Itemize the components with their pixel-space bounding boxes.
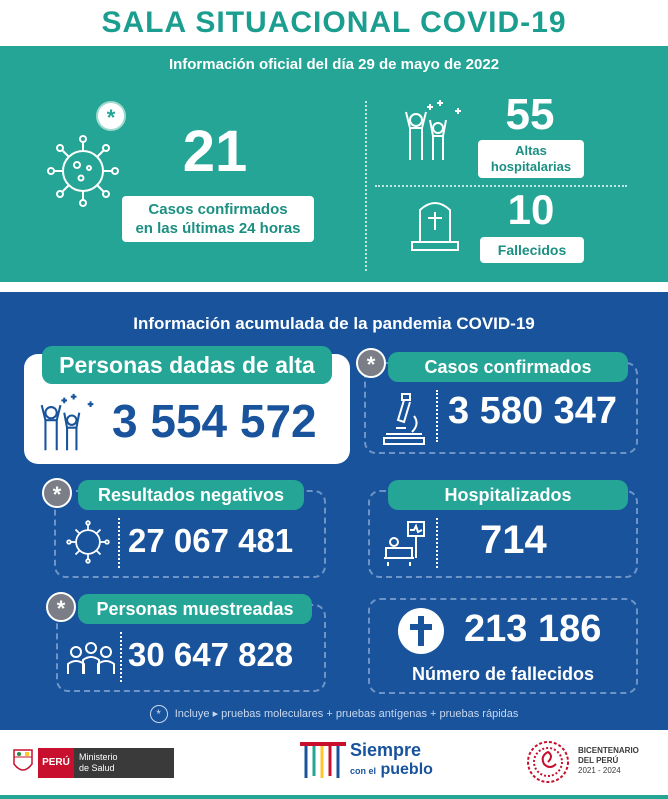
daily-heading: Información oficial del día 29 de mayo de 2022 xyxy=(168,56,500,73)
accumulated-heading: Información acumulada de la pandemia COVID-19 xyxy=(133,314,535,333)
bicentenario-line2: DEL PERÚ xyxy=(578,756,619,765)
asterisk-icon: * xyxy=(150,705,168,723)
bicentenario-logo-icon xyxy=(524,738,572,786)
discharged-card xyxy=(24,354,350,464)
hospitalized-label: Hospitalizados xyxy=(388,480,628,510)
peru-shield-icon xyxy=(12,748,34,776)
tombstone-icon xyxy=(408,196,462,254)
deaths-label: Fallecidos xyxy=(480,237,584,263)
slogan-logo-icon xyxy=(300,740,346,782)
new-cases-label xyxy=(122,196,314,242)
confirmed-label: Casos confirmados xyxy=(388,352,628,382)
virus-icon xyxy=(46,134,120,208)
daily-panel xyxy=(0,46,668,282)
sampled-value: 30 647 828 xyxy=(128,636,294,673)
microscope-icon xyxy=(380,390,428,446)
hospitalized-card xyxy=(368,485,638,578)
cross-icon xyxy=(398,608,444,654)
people-celebrating-icon xyxy=(36,392,100,454)
discharges-value: 55 xyxy=(505,90,555,139)
card-separator xyxy=(436,390,438,442)
negative-value: 27 067 481 xyxy=(128,522,294,559)
vertical-divider xyxy=(365,101,367,271)
footer-bar xyxy=(0,795,668,799)
bicentenario-line3: 2021 - 2024 xyxy=(578,766,621,775)
bicentenario-line1: BICENTENARIO xyxy=(578,746,639,755)
page-title: SALA SITUACIONAL COVID-19 xyxy=(101,6,567,39)
discharges-label-line1: Altas xyxy=(515,143,547,158)
card-separator xyxy=(436,518,438,568)
discharges-label xyxy=(478,140,584,178)
discharged-label: Personas dadas de alta xyxy=(42,346,332,384)
slogan-small: con el xyxy=(350,766,377,776)
slogan-line2: pueblo xyxy=(380,761,433,778)
ministry-line1: Ministerio xyxy=(79,752,118,762)
hospitalized-value: 714 xyxy=(480,518,547,562)
deceased-value: 213 186 xyxy=(464,608,602,650)
accumulated-panel xyxy=(0,292,668,730)
asterisk-badge: * xyxy=(96,101,126,131)
ministry-line2: de Salud xyxy=(79,763,115,773)
negative-card xyxy=(54,485,326,578)
hospital-bed-icon xyxy=(380,518,430,568)
confirmed-value: 3 580 347 xyxy=(448,390,618,432)
people-celebrating-icon xyxy=(400,98,468,164)
new-cases-label-line1: Casos confirmados xyxy=(148,201,288,218)
discharges-label-line2: hospitalarias xyxy=(490,159,572,174)
new-cases-value: 21 xyxy=(182,119,248,184)
asterisk-badge: * xyxy=(356,348,386,378)
new-cases-label-line2: en las últimas 24 horas xyxy=(135,220,301,237)
card-separator xyxy=(118,518,120,568)
negative-label: Resultados negativos xyxy=(78,480,304,510)
bicentenario-text xyxy=(578,746,664,776)
footnote xyxy=(0,705,668,723)
footnote-text: Incluye ▸ pruebas moleculares + pruebas antígenas + pruebas rápidas xyxy=(174,707,519,720)
peru-label: PERÚ xyxy=(38,748,74,778)
group-people-icon xyxy=(66,640,116,680)
discharged-value: 3 554 572 xyxy=(112,395,317,447)
virus-icon xyxy=(66,520,110,564)
deaths-value: 10 xyxy=(507,186,555,233)
confirmed-card xyxy=(364,357,638,454)
ministry-label xyxy=(74,748,174,778)
asterisk-badge: * xyxy=(42,478,72,508)
footer xyxy=(0,730,668,799)
deceased-label: Número de fallecidos xyxy=(411,664,595,684)
asterisk-badge: * xyxy=(46,592,76,622)
card-separator xyxy=(120,632,122,682)
slogan-line1: Siempre xyxy=(350,740,422,760)
deceased-card xyxy=(368,598,638,694)
sampled-card xyxy=(56,599,326,692)
slogan-text xyxy=(350,740,440,781)
sampled-label: Personas muestreadas xyxy=(78,594,312,624)
